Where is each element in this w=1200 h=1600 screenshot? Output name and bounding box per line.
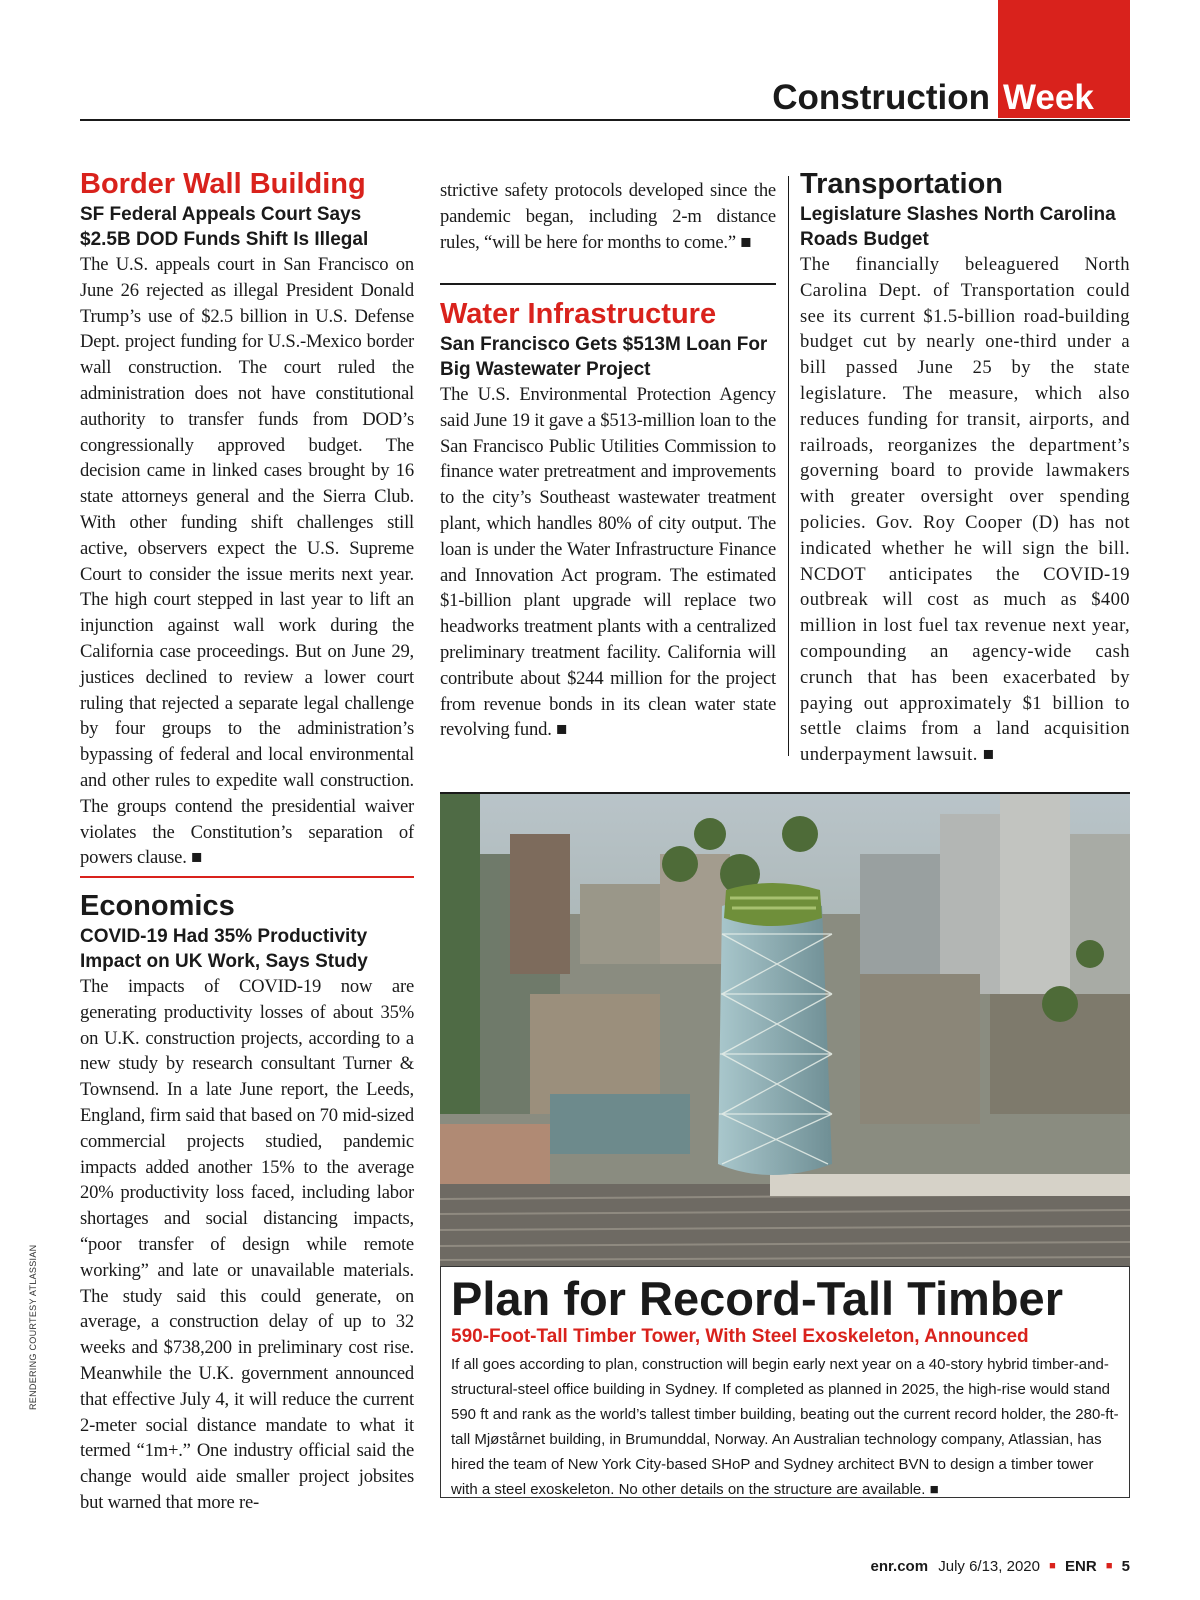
column-divider xyxy=(788,176,789,756)
header-title: Construction xyxy=(772,78,990,117)
footer-brand: ENR xyxy=(1064,1558,1097,1575)
section-divider xyxy=(80,876,414,878)
city-rendering-illustration xyxy=(440,794,1130,1268)
section-heading: Water Infrastructure xyxy=(440,298,717,330)
article-body: The financially beleaguered North Carolina Dept. of Transportation could see its current $1.5-billion road-building budget cut by nearly one-third under a bill passed June 25 by the state legislature. The measure, which also reduces funding for transit, airports, and railroads, reorganizes the department’s governing board to provide lawmakers with greater oversight over spending policies. Gov. Roy Cooper (D) has not indicated whether he will sign the bill. NCDOT anticipates the COVID-19 outbreak will cost as much as $400 million in lost fuel tax revenue next year, compounding an agency-wide cash crunch that has been exacerbated by paying out approximately $1 billion to settle claims from a land acquisition underpayment lawsuit. ■ xyxy=(800,254,1130,766)
economics-continued xyxy=(440,178,776,255)
border-wall-article xyxy=(80,168,414,871)
header-title-accent: Week xyxy=(1003,78,1094,117)
water-article xyxy=(440,298,776,743)
tower-rendering-photo xyxy=(440,792,1130,1268)
section-divider xyxy=(440,283,776,285)
footer-separator-icon: ■ xyxy=(1105,1560,1113,1572)
photo-credit: RENDERING COURTESY ATLASSIAN xyxy=(28,1244,38,1410)
header-rule xyxy=(80,119,1130,121)
feature-caption-box xyxy=(440,1266,1130,1498)
feature-body: If all goes according to plan, construction will begin early next year on a 40-story hybrid timber-and-structural-steel office building in Sydney. If completed as planned in 2025, the high-rise would stand 590 ft and rank as the world’s tallest timber building, beating out the current record holder, the 280-ft-tall Mjøstårnet building, in Brumunddal, Norway. An Australian technology company, Atlassian, has hired the team of New York City-based SHoP and Sydney architect BVN to design a timber tower with a steel exoskeleton. No other details on the structure are available. ■ xyxy=(451,1356,1119,1498)
footer-separator-icon: ■ xyxy=(1049,1560,1056,1572)
feature-subtitle: 590-Foot-Tall Timber Tower, With Steel Exoskeleton, Announced xyxy=(451,1326,1029,1347)
economics-article xyxy=(80,890,414,1516)
headline: SF Federal Appeals Court Says $2.5B DOD Funds Shift Is Illegal xyxy=(80,204,369,250)
article-body: The impacts of COVID-19 now are generating productivity losses of about 35% on U.K. construction projects, according to a new study by research consultant Turner & Townsend. In a late June report, the Leeds, England, firm said that based on 70 mid-sized commercial projects studied, pandemic impacts added another 15% to the average 20% productivity loss faced, including labor shortages and social distancing impacts, “poor transfer of design while remote working” and late or unavailable materials. The study said this could generate, on average, a construction delay of up to 32 weeks and $738,200 in preliminary cost rise. Meanwhile the U.K. government announced that effective July 4, it will reduce the current 2-meter social distance mandate to what it termed “1m+.” One industry official said the change would aide smaller project jobsites but warned that more re- xyxy=(80,976,414,1513)
headline: Legislature Slashes North Carolina Roads Budget xyxy=(800,204,1116,250)
section-heading: Transportation xyxy=(800,168,1004,200)
section-heading: Economics xyxy=(80,890,235,922)
article-body-continued: strictive safety protocols developed since the pandemic began, including 2-m distance rules, “will be here for months to come.” ■ xyxy=(440,180,776,253)
article-body: The U.S. Environmental Protection Agency said June 19 it gave a $513-million loan to the San Francisco Public Utilities Commission to finance water pretreatment and improvements to the city’s Southeast wastewater treatment plant, which handles 80% of city output. The loan is under the Water Infrastructure Finance and Innovation Act program. The estimated $1-billion plant upgrade will replace two headworks treatment plants with a centralized preliminary treatment facility. California will contribute about $244 million for the project from revenue bonds in its clean water state revolving fund. ■ xyxy=(440,384,776,741)
transportation-article xyxy=(800,168,1130,768)
feature-title: Plan for Record-Tall Timber xyxy=(451,1272,1063,1325)
section-heading: Border Wall Building xyxy=(80,168,366,200)
footer-site: enr.com xyxy=(870,1558,929,1575)
footer-date: July 6/13, 2020 xyxy=(938,1558,1040,1575)
headline: COVID-19 Had 35% Productivity Impact on UK Work, Says Study xyxy=(80,926,368,972)
headline: San Francisco Gets $513M Loan For Big Wastewater Project xyxy=(440,334,768,380)
page-number: 5 xyxy=(1121,1558,1130,1575)
article-body: The U.S. appeals court in San Francisco on June 26 rejected as illegal President Donald Trump’s use of $2.5 billion in U.S. Defense Dept. project funding for U.S.-Mexico border wall construction. The court ruled the administration does not have constitutional authority to transfer funds from DOD’s congressionally approved budget. The decision came in linked cases brought by 16 state attorneys general and the Sierra Club. With other funding shift challenges still active, observers expect the U.S. Supreme Court to consider the issue merits next year. The high court stepped in last year to lift an injunction against wall work during the California case proceedings. But on June 29, justices declined to review a lower court ruling that rejected a separate legal challenge by four groups to the administration’s bypassing of federal and local environmental and other rules to expedite wall construction. The groups contend the presidential waiver violates the Constitution’s separation of powers clause. ■ xyxy=(80,254,414,869)
page-footer xyxy=(871,1558,1130,1575)
